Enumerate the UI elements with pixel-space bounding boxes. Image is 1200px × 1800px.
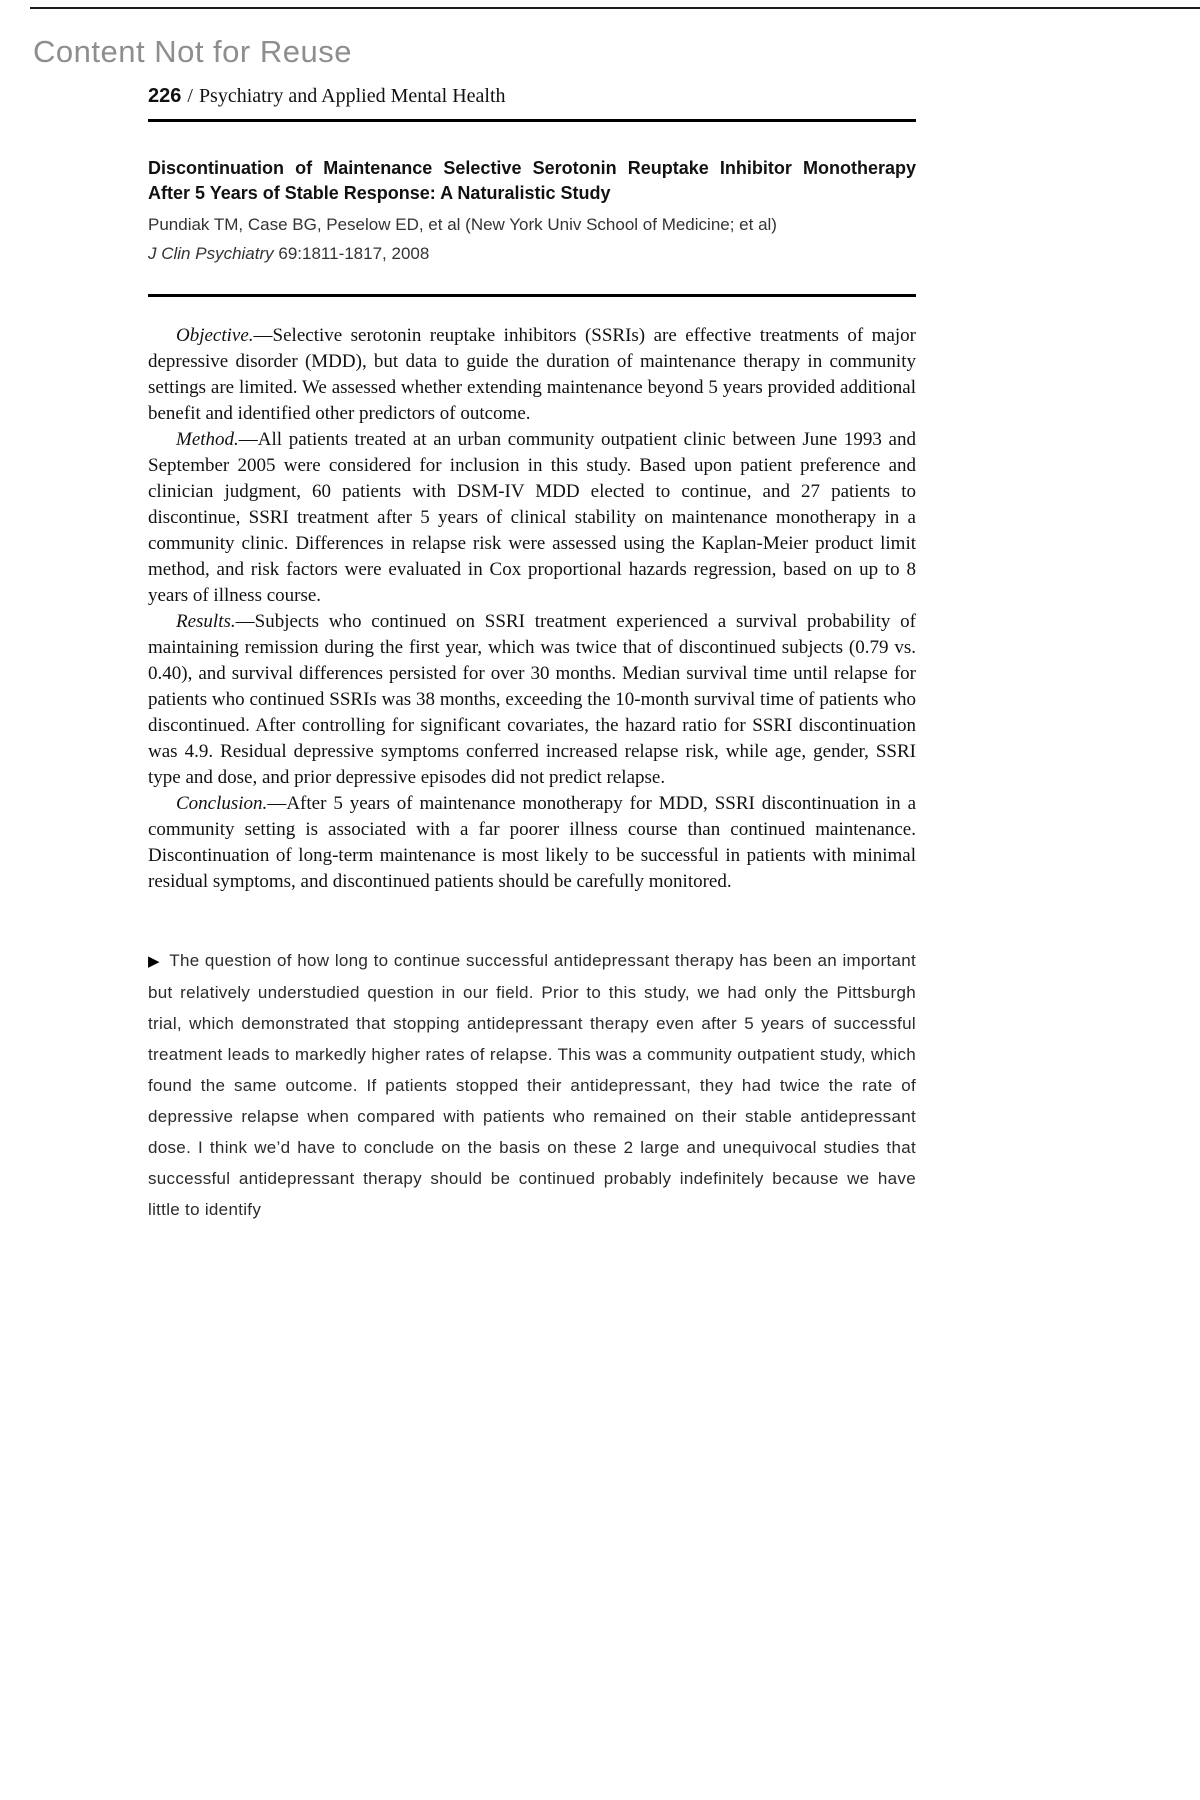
abstract-label-objective: Objective. xyxy=(176,325,254,346)
commentary-paragraph xyxy=(148,945,916,1225)
abstract-label-method: Method. xyxy=(176,429,239,450)
divider-bottom xyxy=(148,294,916,297)
running-head xyxy=(148,84,916,108)
article-authors: Pundiak TM, Case BG, Peselow ED, et al (New York Univ School of Medicine; et al) xyxy=(148,215,777,234)
running-head-section: Psychiatry and Applied Mental Health xyxy=(198,85,506,107)
article-header xyxy=(148,156,916,266)
running-head-separator: / xyxy=(187,85,193,107)
abstract-paragraph-method xyxy=(148,427,916,609)
divider-top xyxy=(148,119,916,122)
abstract-paragraph-results xyxy=(148,609,916,791)
page-edge-line xyxy=(30,7,1200,9)
abstract-text-results: —Subjects who continued on SSRI treatment experienced a survival probability of maintaining remission during the first year, which was twice that of discontinued subjects (0.79 vs. 0.40), and survival differences persisted for over 30 months. Median survival time until relapse for patients who continued SSRIs was 38 months, exceeding the 10-month survival time of patients who discontinued. After controlling for significant covariates, the hazard ratio for SSRI discontinuation was 4.9. Residual depressive symptoms conferred increased relapse risk, while age, gender, SSRI type and dose, and prior depressive episodes did not predict relapse. xyxy=(148,611,916,788)
abstract-paragraph-objective xyxy=(148,323,916,427)
abstract-label-conclusion: Conclusion. xyxy=(176,793,268,814)
abstract-text-method: —All patients treated at an urban community outpatient clinic between June 1993 and September 2005 were considered for inclusion in this study. Based upon patient preference and clinician judgment, 60 patients with DSM-IV MDD elected to continue, and 27 patients to discontinue, SSRI treatment after 5 years of clinical stability on maintenance monotherapy in a community clinic. Differences in relapse risk were assessed using the Kaplan-Meier product limit method, and risk factors were evaluated in Cox proportional hazards regression, based on up to 8 years of illness course. xyxy=(148,429,916,606)
article-title: Discontinuation of Maintenance Selective Serotonin Reuptake Inhibitor Monotherapy After 5 Years of Stable Response: A Naturalistic Study xyxy=(148,158,916,203)
abstract xyxy=(148,323,916,895)
citation-details: 69:1811-1817, 2008 xyxy=(278,244,430,263)
abstract-label-results: Results. xyxy=(176,611,236,632)
abstract-text-conclusion: —After 5 years of maintenance monotherapy for MDD, SSRI discontinuation in a community setting is associated with a far poorer illness course than continued maintenance. Discontinuation of long-term maintenance is most likely to be successful in patients with minimal residual symptoms, and discontinued patients should be carefully monitored. xyxy=(148,793,916,892)
page-content xyxy=(148,84,916,1225)
commentary-text: The question of how long to continue successful antidepressant therapy has been an important but relatively understudied question in our field. Prior to this study, we had only the Pittsburgh trial, which demonstrated that stopping antidepressant therapy even after 5 years of successful treatment leads to markedly higher rates of relapse. This was a community outpatient study, which found the same outcome. If patients stopped their antidepressant, they had twice the rate of depressive relapse when compared with patients who remained on their stable antidepressant dose. I think we’d have to conclude on the basis on these 2 large and unequivocal studies that successful antidepressant therapy should be continued probably indefinitely because we have little to identify xyxy=(148,951,917,1219)
article-citation xyxy=(148,242,916,266)
page-number: 226 xyxy=(148,85,182,107)
abstract-paragraph-conclusion xyxy=(148,791,916,895)
abstract-text-objective: —Selective serotonin reuptake inhibitors (SSRIs) are effective treatments of major depressive disorder (MDD), but data to guide the duration of maintenance therapy in community settings are limited. We assessed whether extending maintenance beyond 5 years provided additional benefit and identified other predictors of outcome. xyxy=(148,325,916,424)
commentary-arrow-icon: ▶ xyxy=(148,953,161,970)
journal-name: J Clin Psychiatry xyxy=(148,244,274,263)
content-not-for-reuse-watermark: Content Not for Reuse xyxy=(33,34,352,69)
editor-commentary xyxy=(148,945,916,1225)
